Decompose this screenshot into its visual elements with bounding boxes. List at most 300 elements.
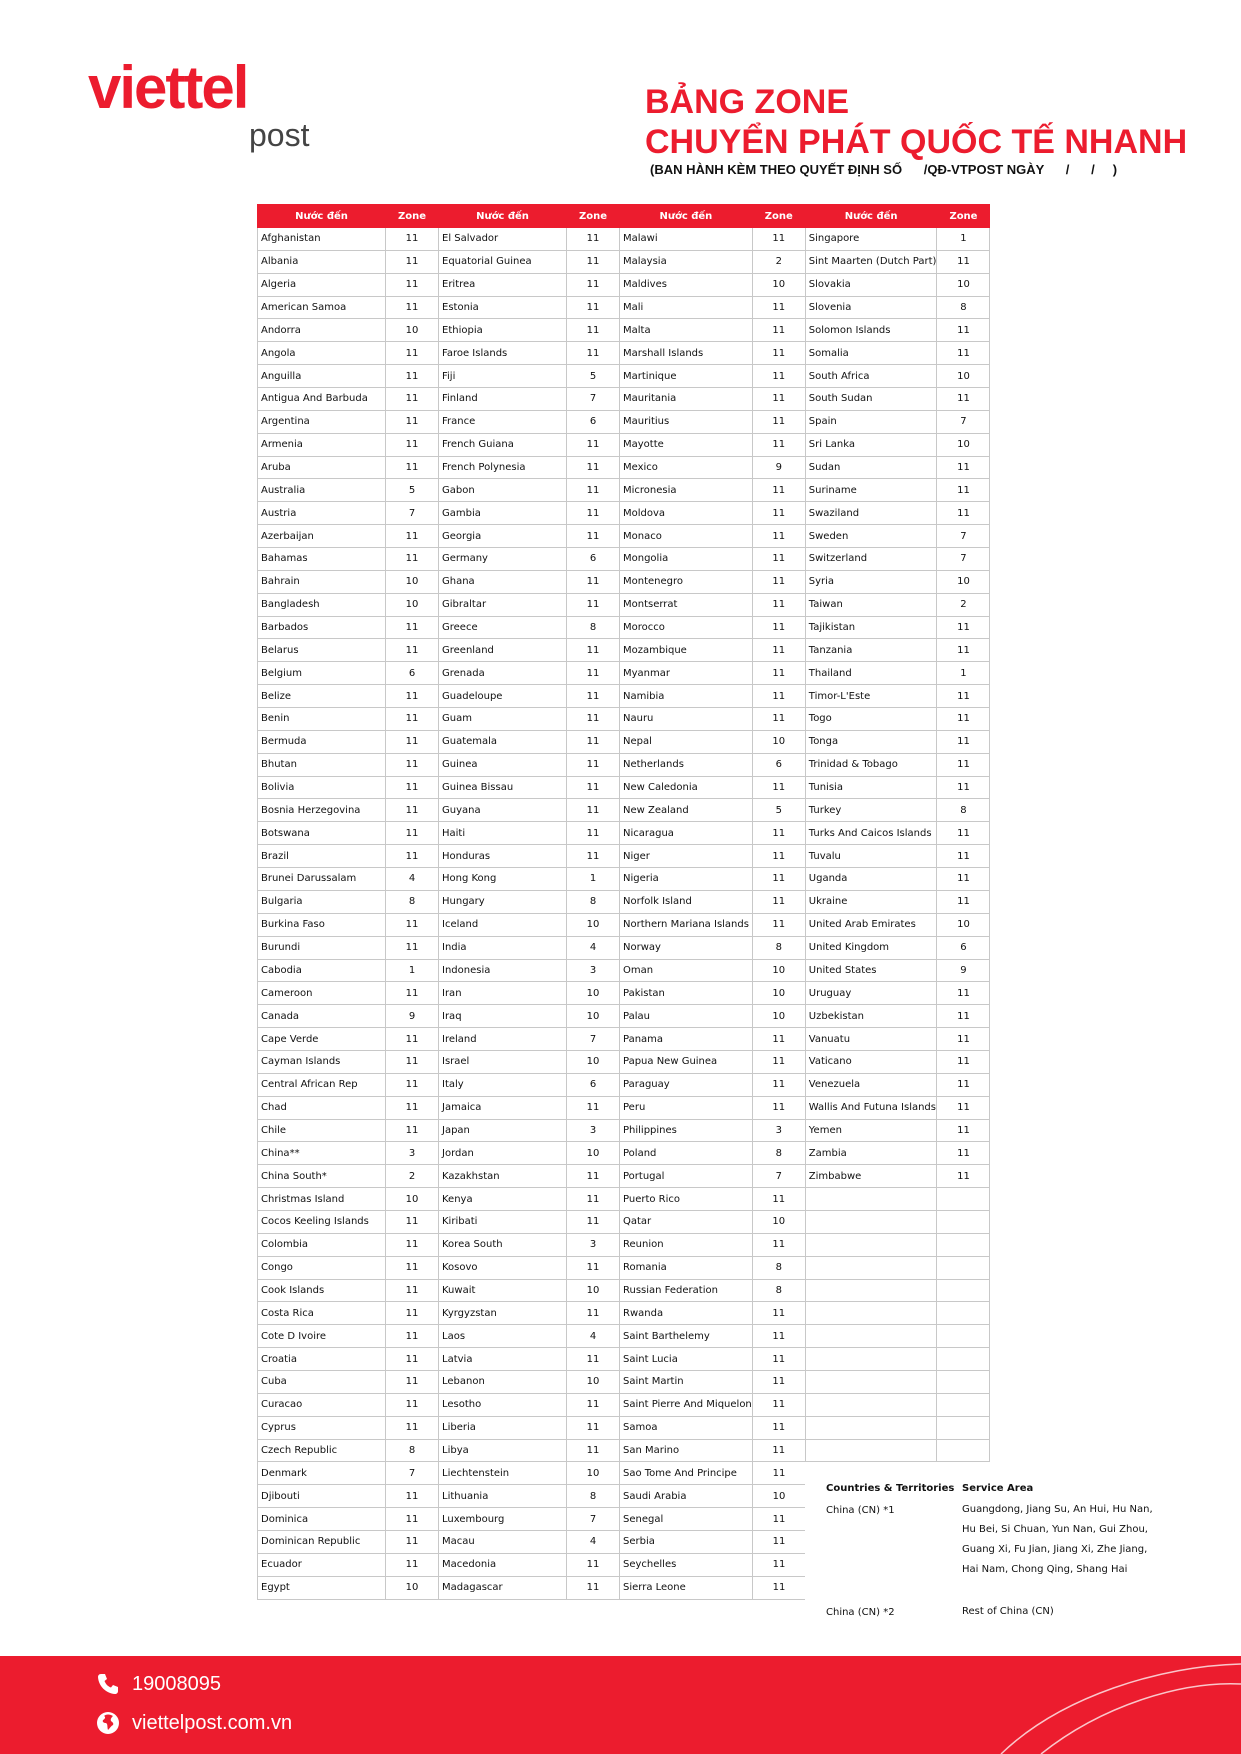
zone-cell: 10 [386,570,439,593]
table-row [258,250,990,273]
table-row [258,776,990,799]
zone-cell: 11 [386,708,439,731]
zone-cell: 11 [386,1302,439,1325]
zone-cell: 11 [937,502,990,525]
zone-cell: 11 [937,1028,990,1051]
footer-decor-curves [981,1656,1241,1754]
country-cell: Mongolia [620,548,753,571]
country-cell: Saint Barthelemy [620,1325,753,1348]
zone-cell: 11 [386,1508,439,1531]
country-cell: Armenia [258,433,386,456]
country-cell: China** [258,1142,386,1165]
country-cell: Sudan [805,456,937,479]
zone-cell: 4 [567,1325,620,1348]
zone-cell: 11 [752,1348,805,1371]
country-cell: Bahamas [258,548,386,571]
zone-cell: 11 [937,708,990,731]
country-cell: Sao Tome And Principe [620,1462,753,1485]
blank-space [805,1553,937,1576]
country-cell: Colombia [258,1233,386,1256]
zone-cell: 11 [386,1050,439,1073]
country-cell: French Polynesia [439,456,567,479]
zone-cell: 8 [752,1142,805,1165]
country-cell: Sint Maarten (Dutch Part) [805,250,937,273]
header-country: Nước đến [439,205,567,228]
zone-cell: 10 [752,1485,805,1508]
zone-cell: 11 [386,639,439,662]
country-cell: Bolivia [258,776,386,799]
table-row [258,1050,990,1073]
country-cell: Cayman Islands [258,1050,386,1073]
country-cell: Poland [620,1142,753,1165]
country-cell: Panama [620,1028,753,1051]
zone-cell: 11 [386,1210,439,1233]
title-line-2: CHUYỂN PHÁT QUỐC TẾ NHANH [645,123,1188,161]
title-line-1: BẢNG ZONE [645,83,849,121]
empty-cell [805,1370,937,1393]
country-cell: Moldova [620,502,753,525]
country-cell: Northern Mariana Islands [620,913,753,936]
country-cell: Congo [258,1256,386,1279]
empty-cell [937,1256,990,1279]
country-cell: Uzbekistan [805,1005,937,1028]
country-cell: Mali [620,296,753,319]
table-row [258,228,990,251]
zone-cell: 11 [567,753,620,776]
zone-cell: 11 [752,639,805,662]
header-zone: Zone [937,205,990,228]
table-row [258,708,990,731]
country-cell: Andorra [258,319,386,342]
empty-cell [937,1279,990,1302]
table-row [258,1096,990,1119]
country-cell: Canada [258,1005,386,1028]
country-cell: Seychelles [620,1553,753,1576]
country-cell: Burkina Faso [258,913,386,936]
country-cell: Israel [439,1050,567,1073]
zone-cell: 10 [386,1188,439,1211]
country-cell: Bangladesh [258,593,386,616]
zone-cell: 11 [752,1188,805,1211]
zone-cell: 11 [567,776,620,799]
zone-cell: 2 [752,250,805,273]
zone-cell: 11 [567,1302,620,1325]
country-cell: Netherlands [620,753,753,776]
country-cell: Chad [258,1096,386,1119]
header-zone: Zone [752,205,805,228]
country-cell: Bermuda [258,730,386,753]
country-cell: Lithuania [439,1485,567,1508]
table-row [258,1553,990,1576]
zone-cell: 7 [567,1508,620,1531]
country-cell: Taiwan [805,593,937,616]
table-row [258,388,990,411]
zone-cell: 2 [386,1165,439,1188]
zone-cell: 8 [937,296,990,319]
zone-cell: 11 [567,456,620,479]
header-country: Nước đến [620,205,753,228]
zone-cell: 11 [386,1119,439,1142]
country-cell: Puerto Rico [620,1188,753,1211]
country-cell: Hong Kong [439,868,567,891]
zone-cell: 11 [567,502,620,525]
country-cell: Equatorial Guinea [439,250,567,273]
table-row [258,570,990,593]
country-cell: Ghana [439,570,567,593]
country-cell: Saint Pierre And Miquelon [620,1393,753,1416]
country-cell: Aruba [258,456,386,479]
zone-cell: 11 [386,1233,439,1256]
zone-cell: 8 [386,890,439,913]
zone-cell: 11 [567,822,620,845]
country-cell: Serbia [620,1530,753,1553]
zone-cell: 11 [752,410,805,433]
country-cell: Peru [620,1096,753,1119]
table-row [258,1576,990,1599]
country-cell: Turkey [805,799,937,822]
country-cell: Guatemala [439,730,567,753]
country-cell: Jordan [439,1142,567,1165]
country-cell: Eritrea [439,273,567,296]
zone-cell: 1 [937,228,990,251]
table-row [258,1165,990,1188]
zone-cell: 11 [386,616,439,639]
country-cell: Malta [620,319,753,342]
table-row [258,479,990,502]
country-cell: Grenada [439,662,567,685]
zone-cell: 7 [567,1028,620,1051]
zone-cell: 3 [567,1119,620,1142]
table-row [258,1073,990,1096]
zone-cell: 10 [567,1142,620,1165]
zone-cell: 11 [567,662,620,685]
table-row [258,1325,990,1348]
footer-website[interactable] [96,1711,292,1735]
zone-cell: 11 [386,1530,439,1553]
country-cell: Estonia [439,296,567,319]
country-cell: Costa Rica [258,1302,386,1325]
zone-cell: 6 [752,753,805,776]
zone-cell: 11 [567,1165,620,1188]
country-cell: Bahrain [258,570,386,593]
country-cell: Papua New Guinea [620,1050,753,1073]
country-cell: Singapore [805,228,937,251]
zone-cell: 10 [937,913,990,936]
table-row [258,662,990,685]
zone-cell: 11 [752,1530,805,1553]
zone-cell: 11 [386,1553,439,1576]
zone-cell: 11 [752,1073,805,1096]
zone-cell: 11 [386,1393,439,1416]
country-cell: Guadeloupe [439,685,567,708]
country-cell: Paraguay [620,1073,753,1096]
empty-cell [805,1393,937,1416]
empty-cell [937,1325,990,1348]
country-cell: Gibraltar [439,593,567,616]
zone-cell: 11 [567,250,620,273]
country-cell: Korea South [439,1233,567,1256]
zone-cell: 11 [567,228,620,251]
zone-cell: 11 [567,1348,620,1371]
country-cell: Niger [620,845,753,868]
country-cell: Suriname [805,479,937,502]
zone-cell: 11 [937,388,990,411]
zone-cell: 8 [567,890,620,913]
zone-cell: 10 [567,1005,620,1028]
country-cell: Czech Republic [258,1439,386,1462]
table-row [258,890,990,913]
zone-cell: 11 [752,570,805,593]
zone-cell: 11 [567,1256,620,1279]
country-cell: Iran [439,982,567,1005]
zone-cell: 5 [752,799,805,822]
table-row [258,1370,990,1393]
country-cell: Lesotho [439,1393,567,1416]
table-row [258,1348,990,1371]
globe-icon [96,1711,120,1735]
table-header-row [258,205,990,228]
zone-cell: 11 [937,616,990,639]
table-row [258,822,990,845]
country-cell: Sri Lanka [805,433,937,456]
website-url[interactable]: viettelpost.com.vn [132,1711,293,1734]
empty-cell [937,1188,990,1211]
zone-cell: 11 [567,1553,620,1576]
country-cell: Italy [439,1073,567,1096]
header-country: Nước đến [258,205,386,228]
country-cell: Burundi [258,936,386,959]
country-cell: Macedonia [439,1553,567,1576]
country-cell: Liberia [439,1416,567,1439]
zone-cell: 1 [386,959,439,982]
zone-cell: 10 [752,1005,805,1028]
viettel-post-logo [88,54,310,153]
zone-cell: 11 [752,1325,805,1348]
table-row [258,319,990,342]
country-cell: Portugal [620,1165,753,1188]
country-cell: Iraq [439,1005,567,1028]
zone-cell: 10 [567,1279,620,1302]
zone-cell: 8 [752,936,805,959]
notes-country-2: China (CN) *2 [826,1607,895,1618]
zone-cell: 11 [386,799,439,822]
notes-country-1: China (CN) *1 [826,1505,895,1516]
logo-main-text: viettel [88,54,248,121]
country-cell: Morocco [620,616,753,639]
country-cell: Gabon [439,479,567,502]
zone-cell: 11 [386,1096,439,1119]
country-cell: United Arab Emirates [805,913,937,936]
country-cell: Georgia [439,525,567,548]
zone-cell: 11 [386,365,439,388]
zone-cell: 11 [567,525,620,548]
zone-cell: 11 [752,868,805,891]
country-cell: Madagascar [439,1576,567,1599]
zone-cell: 11 [567,342,620,365]
zone-cell: 7 [567,388,620,411]
zone-cell: 10 [567,913,620,936]
zone-cell: 11 [752,685,805,708]
zone-cell: 11 [567,593,620,616]
country-cell: Cuba [258,1370,386,1393]
zone-cell: 3 [386,1142,439,1165]
country-cell: Honduras [439,845,567,868]
country-cell: Djibouti [258,1485,386,1508]
country-cell: Nauru [620,708,753,731]
empty-cell [805,1279,937,1302]
empty-cell [805,1256,937,1279]
zone-cell: 11 [567,639,620,662]
zone-cell: 8 [567,1485,620,1508]
country-cell: Somalia [805,342,937,365]
country-cell: Australia [258,479,386,502]
zone-cell: 11 [752,616,805,639]
zone-cell: 11 [386,548,439,571]
table-row [258,1530,990,1553]
country-cell: Finland [439,388,567,411]
zone-cell: 11 [937,342,990,365]
zone-cell: 11 [386,1416,439,1439]
zone-cell: 1 [567,868,620,891]
zone-cell: 11 [937,1119,990,1142]
zone-cell: 11 [937,776,990,799]
table-row [258,1142,990,1165]
table-row [258,845,990,868]
country-cell: India [439,936,567,959]
country-cell: Vaticano [805,1050,937,1073]
zone-cell: 11 [752,1576,805,1599]
country-cell: Montserrat [620,593,753,616]
country-cell: Ethiopia [439,319,567,342]
zone-cell: 10 [937,570,990,593]
zone-cell: 11 [386,525,439,548]
country-cell: Egypt [258,1576,386,1599]
zone-cell: 11 [567,479,620,502]
zone-cell: 8 [567,616,620,639]
zone-cell: 6 [386,662,439,685]
country-cell: Uruguay [805,982,937,1005]
country-cell: New Caledonia [620,776,753,799]
zone-cell: 8 [386,1439,439,1462]
country-cell: South Africa [805,365,937,388]
country-cell: Croatia [258,1348,386,1371]
zone-cell: 11 [752,1050,805,1073]
country-cell: Christmas Island [258,1188,386,1211]
country-cell: Norfolk Island [620,890,753,913]
zone-cell: 7 [752,1165,805,1188]
country-cell: Oman [620,959,753,982]
zone-cell: 7 [386,502,439,525]
blank-space [805,1530,937,1553]
zone-cell: 11 [567,685,620,708]
empty-cell [937,1439,990,1462]
table-row [258,959,990,982]
zone-cell: 11 [386,822,439,845]
country-cell: Tanzania [805,639,937,662]
country-cell: Fiji [439,365,567,388]
country-cell: Belize [258,685,386,708]
country-cell: Togo [805,708,937,731]
empty-cell [805,1416,937,1439]
zone-cell: 11 [752,319,805,342]
country-cell: Denmark [258,1462,386,1485]
country-cell: Indonesia [439,959,567,982]
zone-cell: 11 [386,1370,439,1393]
empty-cell [937,1302,990,1325]
zone-cell: 11 [386,913,439,936]
zone-cell: 7 [937,548,990,571]
zone-cell: 11 [567,1416,620,1439]
country-cell: Zambia [805,1142,937,1165]
zone-cell: 11 [386,228,439,251]
country-cell: Saint Lucia [620,1348,753,1371]
country-cell: South Sudan [805,388,937,411]
footer-phone[interactable] [96,1672,221,1696]
country-cell: Kazakhstan [439,1165,567,1188]
zone-cell: 10 [752,273,805,296]
country-cell: Macau [439,1530,567,1553]
country-cell: Ecuador [258,1553,386,1576]
zone-cell: 11 [752,1233,805,1256]
country-cell: Ireland [439,1028,567,1051]
zone-cell: 11 [937,868,990,891]
country-cell: Myanmar [620,662,753,685]
country-cell: Switzerland [805,548,937,571]
table-row [258,685,990,708]
country-cell: Timor-L'Este [805,685,937,708]
country-cell: Kosovo [439,1256,567,1279]
zone-cell: 11 [386,342,439,365]
phone-icon [96,1672,120,1696]
zone-cell: 11 [937,753,990,776]
country-cell: Algeria [258,273,386,296]
country-cell: Samoa [620,1416,753,1439]
country-cell: Palau [620,1005,753,1028]
phone-number[interactable]: 19008095 [132,1672,221,1695]
country-cell: Marshall Islands [620,342,753,365]
zone-cell: 11 [567,433,620,456]
notes-area-1: Guangdong, Jiang Su, An Hui, Hu Nan, Hu Bei, Si Chuan, Yun Nan, Gui Zhou, Guang Xi, Fu Jian, Jiang Xi, Zhe Jiang, Hai Nam, Chong Qing, Shang Hai [962,1504,1153,1575]
table-row [258,936,990,959]
zone-cell: 3 [567,959,620,982]
country-cell: Mayotte [620,433,753,456]
country-cell: El Salvador [439,228,567,251]
zone-cell: 11 [567,273,620,296]
country-cell: Kyrgyzstan [439,1302,567,1325]
zone-cell: 11 [386,410,439,433]
table-row [258,1188,990,1211]
zone-cell: 11 [386,753,439,776]
country-cell: Norway [620,936,753,959]
country-cell: Guyana [439,799,567,822]
country-cell: Gambia [439,502,567,525]
table-row [258,913,990,936]
country-cell: Germany [439,548,567,571]
table-row [258,639,990,662]
country-cell: Mozambique [620,639,753,662]
country-cell: Montenegro [620,570,753,593]
country-cell: Saudi Arabia [620,1485,753,1508]
country-cell: Philippines [620,1119,753,1142]
zone-cell: 11 [567,1188,620,1211]
zone-cell: 11 [752,890,805,913]
zone-cell: 11 [752,1462,805,1485]
zone-cell: 11 [937,982,990,1005]
zone-cell: 11 [752,1393,805,1416]
zone-cell: 6 [937,936,990,959]
country-cell: French Guiana [439,433,567,456]
zone-cell: 11 [386,936,439,959]
